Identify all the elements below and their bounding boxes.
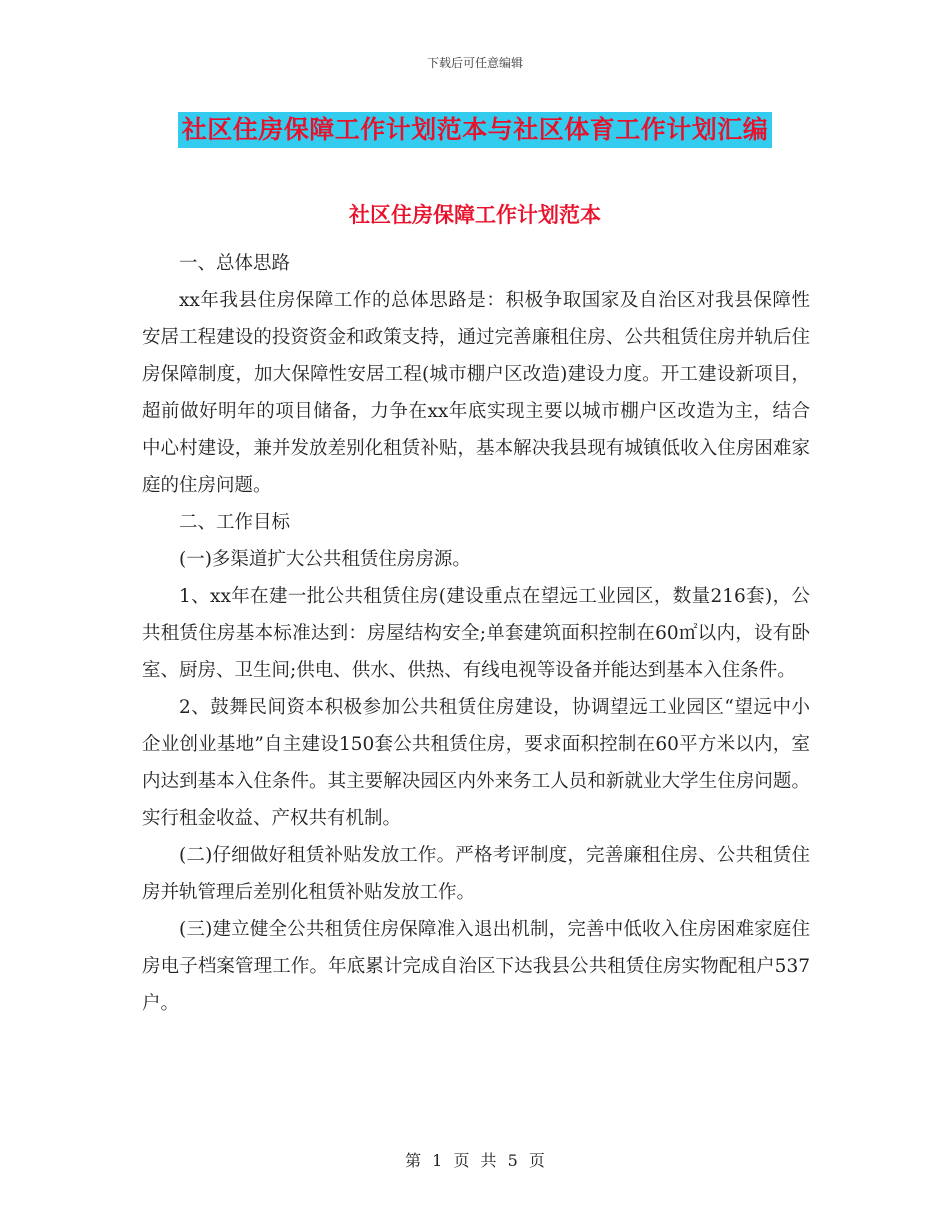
paragraph-entry-exit-mechanism: (三)建立健全公共租赁住房保障准入退出机制，完善中低收入住房困难家庭住房电子档案管理工作。年底累计完成自治区下达我县公共租赁住房实物配租户537户。: [142, 919, 810, 1014]
paragraph-item-2: 2、鼓舞民间资本积极参加公共租赁住房建设，协调望远工业园区“望远中小企业创业基地”自主建设150套公共租赁住房，要求面积控制在60平方米以内，室内达到基本入住条件。其主要解决园区内外来务工人员和新就业大学生住房问题。实行租金收益、产权共有机制。: [142, 697, 810, 829]
heading-overall-approach: 一、总体思路: [179, 253, 291, 274]
document-title-container: [0, 112, 950, 148]
document-body: [142, 245, 810, 1022]
page-header-note: 下载后可任意编辑: [426, 56, 523, 70]
page-footer-pagination: 第 1 页 共 5 页: [405, 1151, 545, 1170]
subheading-expand-housing-supply: (一)多渠道扩大公共租赁住房房源。: [179, 549, 471, 570]
paragraph-rental-subsidy: (二)仔细做好租赁补贴发放工作。严格考评制度，完善廉租住房、公共租赁住房并轨管理后差别化租赁补贴发放工作。: [142, 845, 810, 903]
paragraph-overall-approach: xx年我县住房保障工作的总体思路是：积极争取国家及自治区对我县保障性安居工程建设的投资资金和政策支持，通过完善廉租住房、公共租赁住房并轨后住房保障制度，加大保障性安居工程(城市棚户区改造)建设力度。开工建设新项目，超前做好明年的项目储备，力争在xx年底实现主要以城市棚户区改造为主，结合中心村建设，兼并发放差别化租赁补贴，基本解决我县现有城镇低收入住房困难家庭的住房问题。: [142, 290, 810, 496]
heading-work-goals: 二、工作目标: [179, 512, 291, 533]
document-title: 社区住房保障工作计划范本与社区体育工作计划汇编: [178, 112, 773, 148]
paragraph-item-1: 1、xx年在建一批公共租赁住房(建设重点在望远工业园区，数量216套)，公共租赁住房基本标准达到：房屋结构安全;单套建筑面积控制在60㎡以内，设有卧室、厨房、卫生间;供电、供水、供热、有线电视等设备并能达到基本入住条件。: [142, 586, 810, 681]
section-title: 社区住房保障工作计划范本: [349, 202, 601, 227]
